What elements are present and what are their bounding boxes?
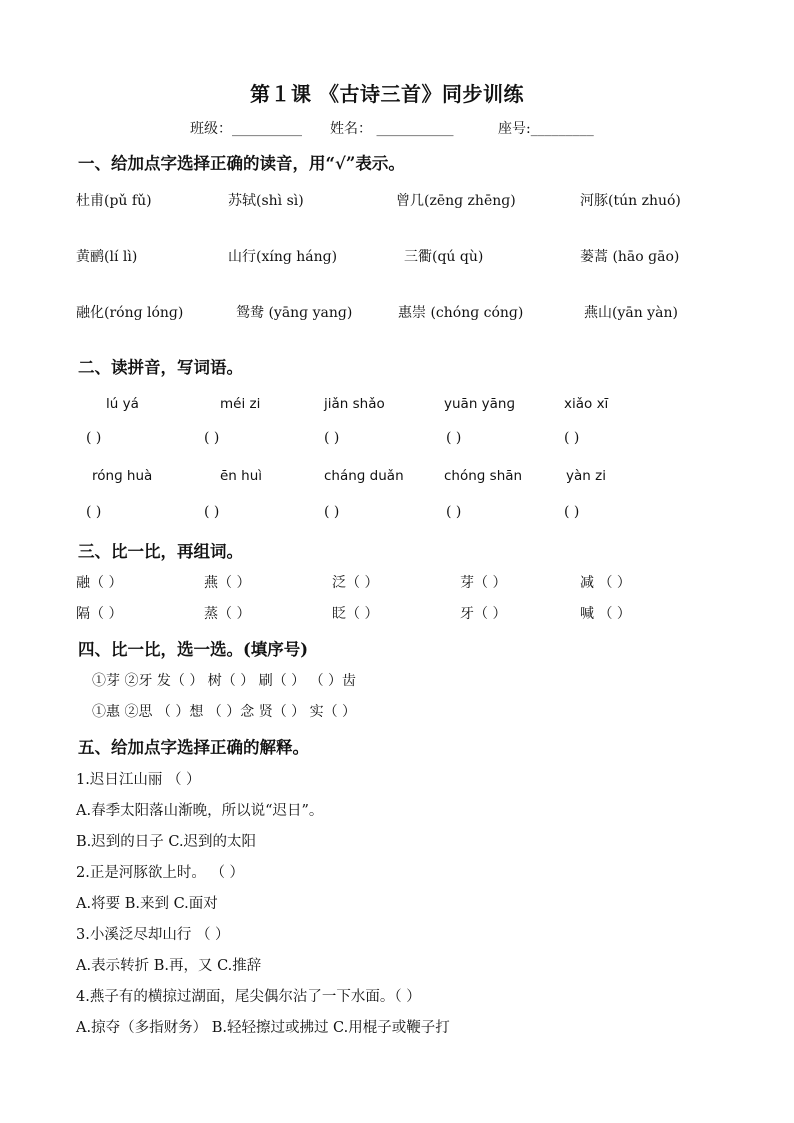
word-blank[interactable]: 泛（ ） <box>332 575 379 591</box>
choice-line[interactable]: ①芽 ②牙 发（ ） 树（ ） 刷（ ） （ ）齿 <box>92 673 357 689</box>
section5-heading: 五、给加点字选择正确的解释。 <box>78 738 309 757</box>
pinyin-prompt: rónɡ huà <box>92 468 153 484</box>
page-title: 第１课 《古诗三首》同步训练 <box>250 82 524 106</box>
answer-blank[interactable]: ( ) <box>446 430 462 446</box>
question-line[interactable]: 3.小溪泛尽却山行 （ ） <box>76 927 230 943</box>
pinyin-choice[interactable]: 惠崇 (chónɡ cónɡ) <box>398 305 524 321</box>
answer-blank[interactable]: ( ) <box>564 504 580 520</box>
question-line[interactable]: 4.燕子有的横掠过湖面，尾尖偶尔沾了一下水面。（ ） <box>76 989 421 1005</box>
word-blank[interactable]: 喊 （ ） <box>580 606 631 622</box>
section4-heading: 四、比一比，选一选。(填序号) <box>78 640 309 659</box>
word-blank[interactable]: 芽（ ） <box>460 575 507 591</box>
answer-blank[interactable]: ( ) <box>564 430 580 446</box>
section3-heading: 三、比一比，再组词。 <box>78 542 243 561</box>
pinyin-choice[interactable]: 河豚(tún zhuó) <box>580 193 681 209</box>
pinyin-choice[interactable]: 燕山(yān yàn) <box>584 305 678 321</box>
section2-heading: 二、读拼音，写词语。 <box>78 358 243 377</box>
pinyin-prompt: yàn zi <box>566 468 606 484</box>
pinyin-choice[interactable]: 三衢(qú qù) <box>404 249 484 265</box>
section1-heading: 一、给加点字选择正确的读音，用“√”表示。 <box>78 154 405 173</box>
pinyin-prompt: lú yá <box>106 396 139 412</box>
pinyin-choice[interactable]: 鸳鸯 (yānɡ yanɡ) <box>236 305 353 321</box>
option-line: A.春季太阳落山渐晚，所以说“迟日”。 <box>76 803 324 819</box>
pinyin-prompt: méi zi <box>220 396 261 412</box>
pinyin-choice[interactable]: 黄鹂(lí lì) <box>76 249 138 265</box>
pinyin-choice[interactable]: 苏轼(shì sì) <box>228 193 304 209</box>
option-line: A.表示转折 B.再，又 C.推辞 <box>76 958 262 974</box>
word-blank[interactable]: 融（ ） <box>76 575 123 591</box>
word-blank[interactable]: 减 （ ） <box>580 575 631 591</box>
word-blank[interactable]: 牙（ ） <box>460 606 507 622</box>
word-blank[interactable]: 蒸（ ） <box>204 606 251 622</box>
pinyin-prompt: chánɡ duǎn <box>324 468 404 484</box>
answer-blank[interactable]: ( ) <box>204 504 220 520</box>
answer-blank[interactable]: ( ) <box>324 430 340 446</box>
option-line: B.迟到的日子 C.迟到的太阳 <box>76 834 257 850</box>
answer-blank[interactable]: ( ) <box>204 430 220 446</box>
answer-blank[interactable]: ( ) <box>324 504 340 520</box>
pinyin-choice[interactable]: 杜甫(pǔ fǔ) <box>76 193 152 209</box>
pinyin-choice[interactable]: 融化(rónɡ lónɡ) <box>76 305 184 321</box>
word-blank[interactable]: 隔（ ） <box>76 606 123 622</box>
question-line[interactable]: 1.迟日江山丽 （ ） <box>76 772 201 788</box>
pinyin-choice[interactable]: 山行(xínɡ hánɡ) <box>228 249 338 265</box>
pinyin-prompt: xiǎo xī <box>564 396 609 412</box>
seat-field[interactable]: 座号:_________ <box>498 121 594 137</box>
answer-blank[interactable]: ( ) <box>86 504 102 520</box>
pinyin-prompt: chónɡ shān <box>444 468 523 484</box>
class-field[interactable]: 班级：__________ <box>190 121 302 137</box>
word-blank[interactable]: 燕（ ） <box>204 575 251 591</box>
answer-blank[interactable]: ( ) <box>446 504 462 520</box>
option-line: A.将要 B.来到 C.面对 <box>76 896 218 912</box>
answer-blank[interactable]: ( ) <box>86 430 102 446</box>
question-line[interactable]: 2.正是河豚欲上时。 （ ） <box>76 865 245 881</box>
pinyin-prompt: ēn huì <box>220 468 263 484</box>
name-field[interactable]: 姓名： ___________ <box>330 121 454 137</box>
pinyin-choice[interactable]: 蒌蒿 (hāo ɡāo) <box>580 249 680 265</box>
pinyin-prompt: jiǎn shǎo <box>324 396 385 412</box>
pinyin-prompt: yuān yānɡ <box>444 396 516 412</box>
option-line: A.掠夺（多指财务） B.轻轻擦过或拂过 C.用棍子或鞭子打 <box>76 1020 450 1036</box>
word-blank[interactable]: 眨（ ） <box>332 606 379 622</box>
choice-line[interactable]: ①惠 ②思 （ ）想 （ ）念 贤（ ） 实（ ） <box>92 704 357 720</box>
pinyin-choice[interactable]: 曾几(zēnɡ zhēnɡ) <box>396 193 516 209</box>
